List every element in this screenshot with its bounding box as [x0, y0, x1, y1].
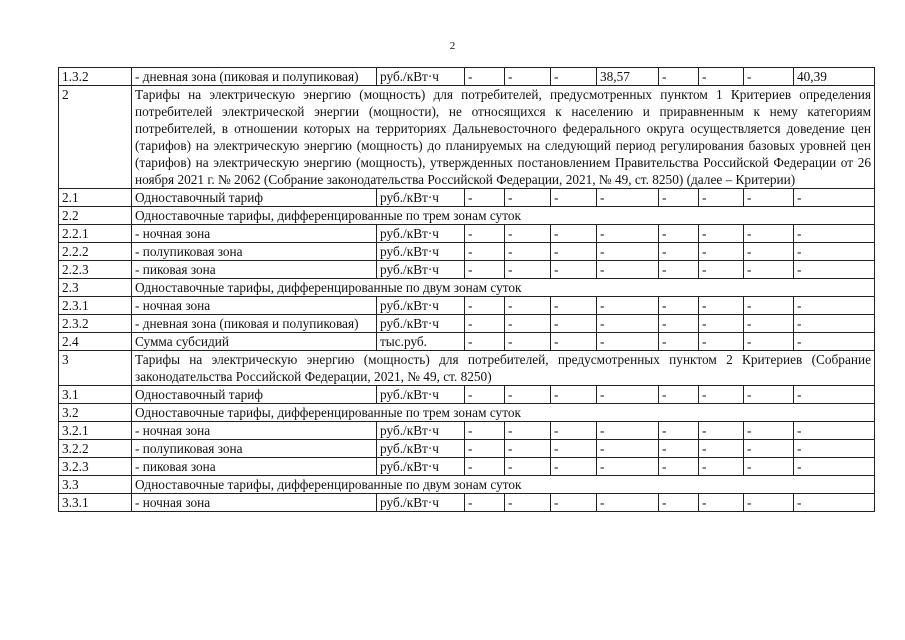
value-cell: -: [465, 189, 505, 207]
value-cell: -: [597, 333, 659, 351]
unit-cell: руб./кВт·ч: [377, 440, 465, 458]
value-cell: -: [659, 494, 699, 512]
section-row: [59, 279, 875, 297]
tariff-name: - пиковая зона: [132, 458, 377, 476]
section-heading: Тарифы на электрическую энергию (мощность) для потребителей, предусмотренных пунктом 2 Критериев (Собрание законодательства Российской Федерации, 2021, № 49, ст. 8250): [132, 351, 875, 386]
value-cell: -: [551, 440, 597, 458]
section-heading: Одноставочные тарифы, дифференцированные по трем зонам суток: [132, 404, 875, 422]
unit-cell: тыс.руб.: [377, 333, 465, 351]
value-cell: -: [794, 243, 875, 261]
row-number: 3.2.2: [59, 440, 132, 458]
value-cell: -: [551, 333, 597, 351]
value-cell: -: [699, 297, 744, 315]
value-cell: -: [597, 386, 659, 404]
value-cell: -: [699, 189, 744, 207]
unit-cell: руб./кВт·ч: [377, 243, 465, 261]
table-row: [59, 386, 875, 404]
row-number: 2.4: [59, 333, 132, 351]
value-cell: -: [659, 297, 699, 315]
section-heading: Одноставочные тарифы, дифференцированные по трем зонам суток: [132, 207, 875, 225]
tariff-table: [58, 67, 875, 512]
tariff-name: - дневная зона (пиковая и полупиковая): [132, 68, 377, 86]
page-number: 2: [449, 40, 456, 52]
value-cell: 38,57: [597, 68, 659, 86]
value-cell: -: [659, 225, 699, 243]
value-cell: -: [744, 315, 794, 333]
section-row: [59, 476, 875, 494]
value-cell: -: [699, 225, 744, 243]
value-cell: -: [744, 386, 794, 404]
tariff-name: - ночная зона: [132, 225, 377, 243]
value-cell: -: [465, 261, 505, 279]
value-cell: -: [699, 440, 744, 458]
row-number: 3.3.1: [59, 494, 132, 512]
row-number: 3.1: [59, 386, 132, 404]
row-number: 3.3: [59, 476, 132, 494]
value-cell: -: [794, 297, 875, 315]
value-cell: -: [699, 386, 744, 404]
value-cell: -: [597, 422, 659, 440]
value-cell: -: [794, 458, 875, 476]
value-cell: -: [659, 458, 699, 476]
tariff-name: - пиковая зона: [132, 261, 377, 279]
value-cell: -: [794, 386, 875, 404]
value-cell: -: [551, 225, 597, 243]
value-cell: -: [505, 68, 551, 86]
row-number: 3: [59, 351, 132, 386]
value-cell: -: [597, 494, 659, 512]
row-number: 2.3: [59, 279, 132, 297]
value-cell: -: [597, 243, 659, 261]
value-cell: -: [505, 315, 551, 333]
value-cell: -: [551, 189, 597, 207]
value-cell: -: [744, 225, 794, 243]
unit-cell: руб./кВт·ч: [377, 386, 465, 404]
value-cell: -: [465, 333, 505, 351]
row-number: 3.2.1: [59, 422, 132, 440]
value-cell: -: [659, 422, 699, 440]
value-cell: -: [551, 458, 597, 476]
value-cell: -: [465, 458, 505, 476]
tariff-name: - ночная зона: [132, 494, 377, 512]
value-cell: -: [465, 243, 505, 261]
value-cell: -: [505, 386, 551, 404]
value-cell: -: [505, 297, 551, 315]
value-cell: -: [551, 315, 597, 333]
value-cell: 40,39: [794, 68, 875, 86]
value-cell: -: [699, 68, 744, 86]
value-cell: -: [505, 458, 551, 476]
value-cell: -: [465, 386, 505, 404]
tariff-table-body: [59, 68, 875, 512]
table-row: [59, 297, 875, 315]
value-cell: -: [551, 494, 597, 512]
row-number: 2.2.1: [59, 225, 132, 243]
value-cell: -: [505, 440, 551, 458]
value-cell: -: [465, 315, 505, 333]
row-number: 2.3.2: [59, 315, 132, 333]
value-cell: -: [551, 297, 597, 315]
value-cell: -: [744, 189, 794, 207]
value-cell: -: [505, 333, 551, 351]
tariff-name: - ночная зона: [132, 297, 377, 315]
section-row: [59, 207, 875, 225]
tariff-name: - полупиковая зона: [132, 243, 377, 261]
section-row: [59, 86, 875, 189]
value-cell: -: [699, 422, 744, 440]
value-cell: -: [659, 68, 699, 86]
table-row: [59, 458, 875, 476]
unit-cell: руб./кВт·ч: [377, 494, 465, 512]
row-number: 2.2: [59, 207, 132, 225]
table-row: [59, 494, 875, 512]
section-row: [59, 351, 875, 386]
value-cell: -: [597, 225, 659, 243]
tariff-name: Одноставочный тариф: [132, 386, 377, 404]
value-cell: -: [597, 261, 659, 279]
value-cell: -: [794, 189, 875, 207]
value-cell: -: [794, 422, 875, 440]
value-cell: -: [699, 243, 744, 261]
value-cell: -: [597, 440, 659, 458]
value-cell: -: [744, 333, 794, 351]
value-cell: -: [744, 243, 794, 261]
unit-cell: руб./кВт·ч: [377, 297, 465, 315]
section-row: [59, 404, 875, 422]
row-number: 3.2.3: [59, 458, 132, 476]
value-cell: -: [551, 68, 597, 86]
row-number: 2.2.3: [59, 261, 132, 279]
unit-cell: руб./кВт·ч: [377, 189, 465, 207]
value-cell: -: [744, 68, 794, 86]
tariff-name: Сумма субсидий: [132, 333, 377, 351]
value-cell: -: [597, 189, 659, 207]
value-cell: -: [659, 243, 699, 261]
value-cell: -: [794, 261, 875, 279]
row-number: 2: [59, 86, 132, 189]
value-cell: -: [465, 440, 505, 458]
unit-cell: руб./кВт·ч: [377, 315, 465, 333]
value-cell: -: [551, 243, 597, 261]
value-cell: -: [465, 297, 505, 315]
value-cell: -: [699, 458, 744, 476]
value-cell: -: [744, 297, 794, 315]
value-cell: -: [659, 333, 699, 351]
row-number: 2.2.2: [59, 243, 132, 261]
value-cell: -: [659, 440, 699, 458]
value-cell: -: [699, 315, 744, 333]
row-number: 3.2: [59, 404, 132, 422]
value-cell: -: [465, 494, 505, 512]
value-cell: -: [465, 68, 505, 86]
value-cell: -: [551, 422, 597, 440]
section-heading: Одноставочные тарифы, дифференцированные по двум зонам суток: [132, 476, 875, 494]
value-cell: -: [794, 315, 875, 333]
table-row: [59, 225, 875, 243]
table-row: [59, 440, 875, 458]
value-cell: -: [794, 440, 875, 458]
value-cell: -: [659, 189, 699, 207]
unit-cell: руб./кВт·ч: [377, 261, 465, 279]
tariff-name: - полупиковая зона: [132, 440, 377, 458]
unit-cell: руб./кВт·ч: [377, 225, 465, 243]
table-row: [59, 333, 875, 351]
row-number: 2.3.1: [59, 297, 132, 315]
section-heading: Тарифы на электрическую энергию (мощность) для потребителей, предусмотренных пунктом 1 Критериев определения потребителей электрической энергии (мощности), не относящихся к населению и приравненным к нему категориям потребителей, в отношении которых на территориях Дальневосточного федерального округа осуществляется доведение цен (тарифов) на электрическую энергию (мощность) до планируемых на следующий период регулирования базовых уровней цен (тарифов) на электрическую энергию (мощность), утвержденных постановлением Правительства Российской Федерации от 26 ноября 2021 г. № 2062 (Собрание законодательства Российской Федерации, 2021, № 49, ст. 8250) (далее – Критерии): [132, 86, 875, 189]
value-cell: -: [551, 261, 597, 279]
tariff-name: Одноставочный тариф: [132, 189, 377, 207]
value-cell: -: [794, 333, 875, 351]
value-cell: -: [744, 261, 794, 279]
value-cell: -: [699, 261, 744, 279]
value-cell: -: [597, 315, 659, 333]
value-cell: -: [659, 386, 699, 404]
value-cell: -: [699, 333, 744, 351]
row-number: 1.3.2: [59, 68, 132, 86]
unit-cell: руб./кВт·ч: [377, 458, 465, 476]
value-cell: -: [659, 261, 699, 279]
value-cell: -: [794, 225, 875, 243]
value-cell: -: [551, 386, 597, 404]
tariff-name: - дневная зона (пиковая и полупиковая): [132, 315, 377, 333]
value-cell: -: [597, 297, 659, 315]
value-cell: -: [505, 422, 551, 440]
table-row: [59, 315, 875, 333]
unit-cell: руб./кВт·ч: [377, 68, 465, 86]
value-cell: -: [744, 458, 794, 476]
section-heading: Одноставочные тарифы, дифференцированные по двум зонам суток: [132, 279, 875, 297]
value-cell: -: [465, 225, 505, 243]
table-row: [59, 422, 875, 440]
value-cell: -: [505, 243, 551, 261]
value-cell: -: [597, 458, 659, 476]
tariff-name: - ночная зона: [132, 422, 377, 440]
value-cell: -: [744, 422, 794, 440]
value-cell: -: [659, 315, 699, 333]
value-cell: -: [794, 494, 875, 512]
table-row: [59, 68, 875, 86]
value-cell: -: [505, 261, 551, 279]
table-row: [59, 243, 875, 261]
table-row: [59, 261, 875, 279]
value-cell: -: [505, 189, 551, 207]
value-cell: -: [744, 440, 794, 458]
value-cell: -: [505, 225, 551, 243]
value-cell: -: [465, 422, 505, 440]
row-number: 2.1: [59, 189, 132, 207]
value-cell: -: [505, 494, 551, 512]
unit-cell: руб./кВт·ч: [377, 422, 465, 440]
table-row: [59, 189, 875, 207]
value-cell: -: [744, 494, 794, 512]
value-cell: -: [699, 494, 744, 512]
